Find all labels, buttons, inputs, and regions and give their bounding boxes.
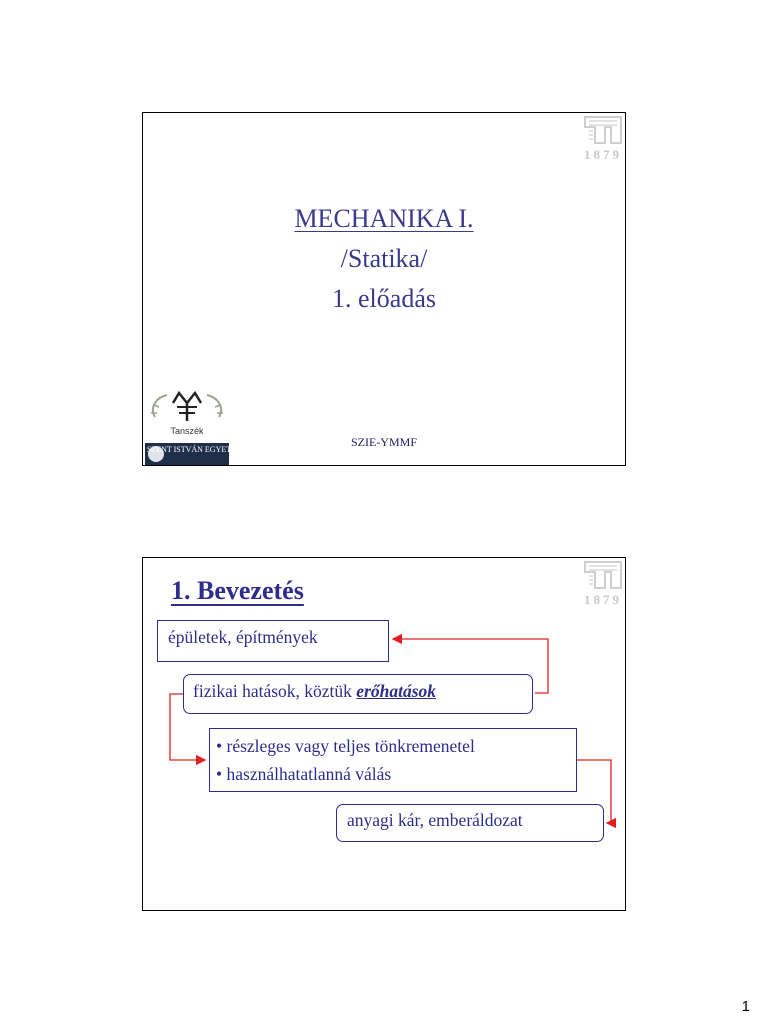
dept-logo-university: SZENT ISTVÁN EGYETEM [146, 445, 244, 454]
university-monogram-icon [581, 558, 625, 592]
title-eloadas: 1. előadás [332, 284, 436, 313]
title-statika: /Statika/ [340, 244, 428, 273]
logo-year: 1879 [584, 147, 622, 162]
physical-effects-box [183, 674, 533, 714]
logo-year: 1879 [584, 592, 622, 607]
force-effects-emphasis: erőhatások [356, 681, 437, 701]
slide-1 [142, 112, 626, 466]
physical-effects-text: fizikai hatások, köztük [193, 681, 357, 701]
damage-box: anyagi kár, emberáldozat [336, 804, 604, 842]
dept-logo-caption: Tanszék [170, 426, 204, 436]
failure-list-box [209, 728, 577, 792]
page-number: 1 [741, 998, 750, 1015]
university-1879-logo [581, 113, 625, 165]
slide-2-title: 1. Bevezetés [171, 576, 304, 605]
department-logo [145, 389, 244, 465]
slide-2 [142, 557, 626, 911]
buildings-box: épületek, építmények [157, 620, 389, 662]
slide-1-title [143, 199, 625, 319]
university-monogram-icon [581, 113, 625, 147]
title-mechanika: MECHANIKA I. [294, 204, 474, 233]
list-item: • használhatatlanná válás [216, 764, 392, 784]
list-item: • részleges vagy teljes tönkremenetel [216, 736, 475, 756]
university-1879-logo [581, 558, 625, 610]
slide-1-footer: SZIE-YMMF [350, 435, 417, 449]
